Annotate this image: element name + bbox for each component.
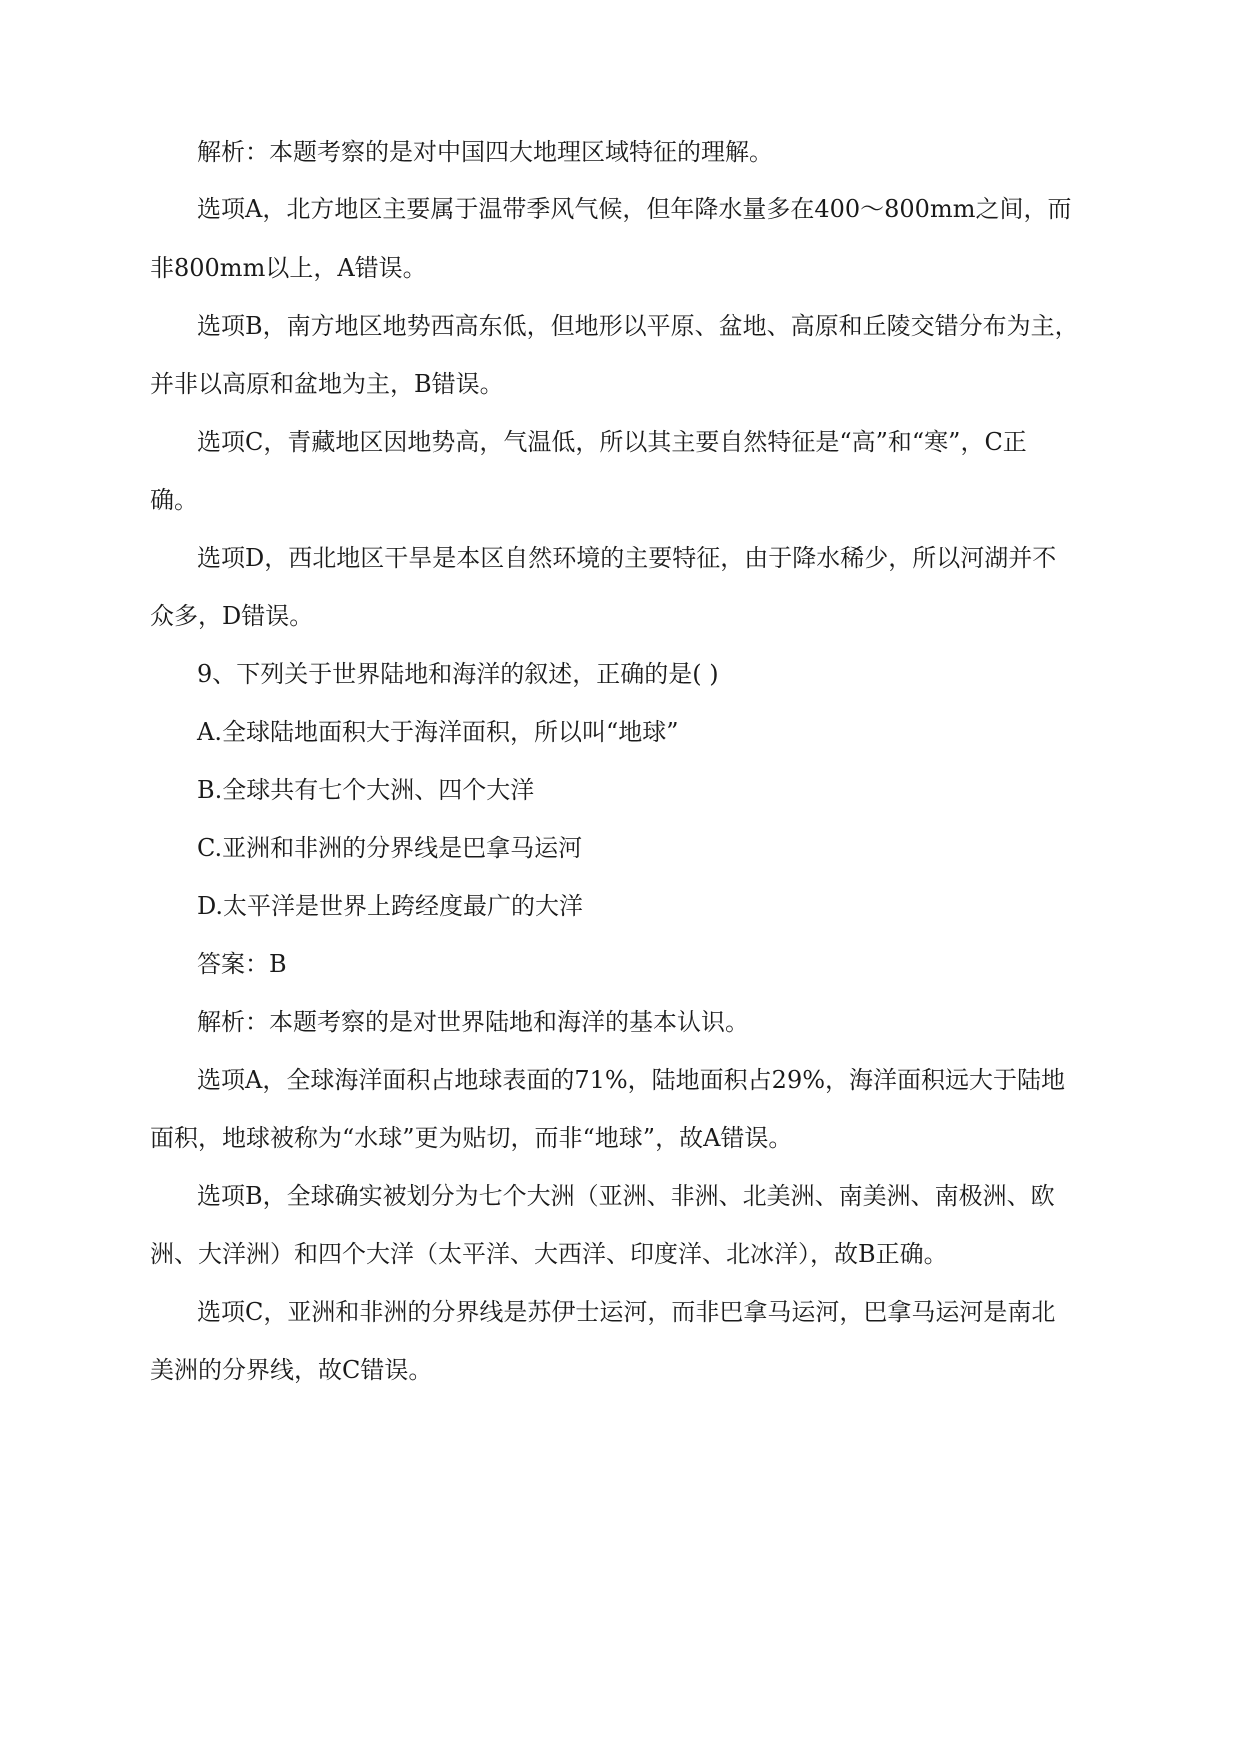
analysis-heading-line: 解析：本题考察的是对中国四大地理区域特征的理解。	[197, 138, 773, 166]
option-d-line-2: 众多，D错误。	[150, 602, 314, 630]
choice-d: D.太平洋是世界上跨经度最广的大洋	[197, 892, 584, 920]
analysis-option-c-line-1: 选项C，亚洲和非洲的分界线是苏伊士运河，而非巴拿马运河，巴拿马运河是南北	[197, 1298, 1056, 1326]
answer-line: 答案：B	[197, 950, 287, 978]
analysis-option-a-line-1: 选项A，全球海洋面积占地球表面的71%，陆地面积占29%，海洋面积远大于陆地	[197, 1066, 1066, 1094]
option-c-line-2: 确。	[150, 486, 198, 514]
option-b-line-2: 并非以高原和盆地为主，B错误。	[150, 370, 504, 398]
option-a-line-1: 选项A，北方地区主要属于温带季风气候，但年降水量多在400～800mm之间，而	[197, 195, 1072, 223]
option-d-line-1: 选项D，西北地区干旱是本区自然环境的主要特征，由于降水稀少，所以河湖并不	[197, 544, 1057, 572]
option-c-line-1: 选项C，青藏地区因地势高，气温低，所以其主要自然特征是“高”和“寒”，C正	[197, 428, 1027, 456]
choice-b: B.全球共有七个大洲、四个大洋	[197, 776, 535, 804]
choice-c: C.亚洲和非洲的分界线是巴拿马运河	[197, 834, 583, 862]
analysis-heading-2: 解析：本题考察的是对世界陆地和海洋的基本认识。	[197, 1008, 749, 1036]
analysis-option-b-line-2: 洲、大洋洲）和四个大洋（太平洋、大西洋、印度洋、北冰洋），故B正确。	[150, 1240, 948, 1268]
analysis-option-b-line-1: 选项B，全球确实被划分为七个大洲（亚洲、非洲、北美洲、南美洲、南极洲、欧	[197, 1182, 1055, 1210]
option-a-line-2: 非800mm以上，A错误。	[150, 254, 427, 282]
analysis-option-a-line-2: 面积，地球被称为“水球”更为贴切，而非“地球”，故A错误。	[150, 1124, 793, 1152]
option-b-line-1: 选项B，南方地区地势西高东低，但地形以平原、盆地、高原和丘陵交错分布为主，	[197, 312, 1079, 340]
question-9: 9、下列关于世界陆地和海洋的叙述，正确的是( )	[197, 660, 719, 688]
choice-a: A.全球陆地面积大于海洋面积，所以叫“地球”	[197, 718, 679, 746]
analysis-option-c-line-2: 美洲的分界线，故C错误。	[150, 1356, 433, 1384]
